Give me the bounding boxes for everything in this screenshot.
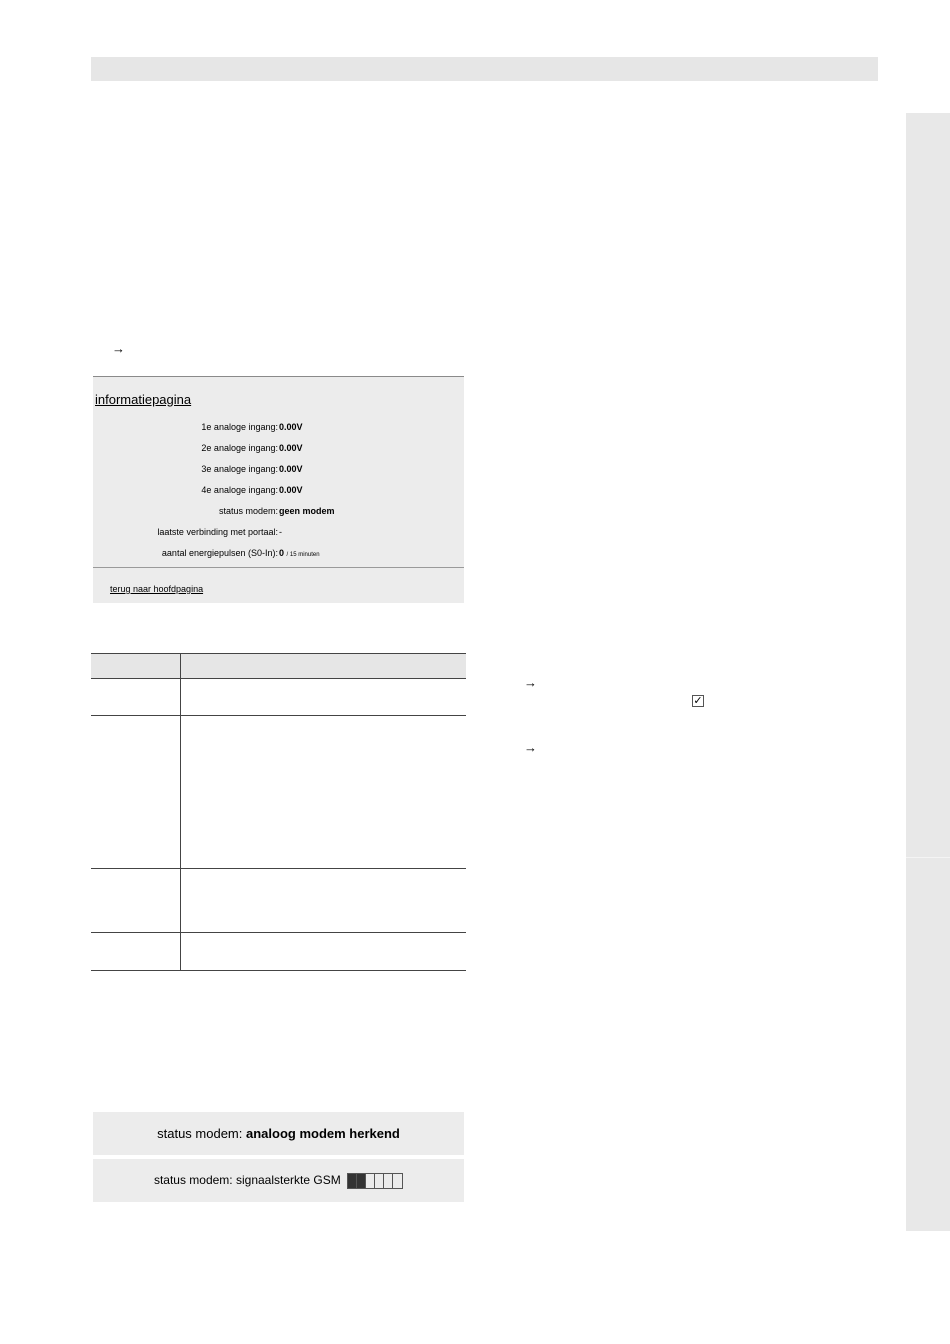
- back-to-home-link[interactable]: terug naar hoofdpagina: [110, 584, 204, 594]
- info-value: 0.00V: [279, 464, 303, 474]
- info-unit: / 15 minuten: [286, 552, 320, 558]
- status-value: analoog modem herkend: [246, 1126, 400, 1141]
- info-value: 0.00V: [279, 422, 303, 432]
- info-value: -: [279, 527, 282, 537]
- info-row-analog-1: [93, 420, 464, 434]
- info-row-analog-3: [93, 462, 464, 476]
- status-label: status modem:: [153, 1173, 233, 1187]
- divider: [93, 376, 464, 377]
- table-header: [91, 653, 466, 679]
- table-row-divider: [91, 932, 466, 933]
- page-title: informatiepagina: [95, 392, 192, 407]
- info-row-analog-2: [93, 441, 464, 455]
- status-modem-gsm-panel: [93, 1159, 464, 1202]
- table-row-divider: [91, 970, 466, 971]
- arrow-right-icon: →: [524, 740, 537, 755]
- table-row-divider: [91, 868, 466, 869]
- info-label: 3e analoge ingang:: [201, 464, 278, 474]
- signal-strength-icon: [347, 1173, 403, 1189]
- checkbox-checked-icon: ✓: [693, 695, 703, 707]
- info-label: 2e analoge ingang:: [201, 443, 278, 453]
- side-tab-divider: [906, 857, 950, 858]
- table-row-divider: [91, 715, 466, 716]
- info-value-group: [279, 546, 320, 562]
- info-value: geen modem: [279, 506, 335, 516]
- signal-bar: [384, 1174, 393, 1188]
- status-modem-analog-panel: [93, 1112, 464, 1155]
- info-label: aantal energiepulsen (S0-In):: [161, 548, 278, 558]
- header-bar: [91, 57, 878, 81]
- signal-bar: [366, 1174, 375, 1188]
- status-label: status modem:: [157, 1126, 243, 1141]
- signal-bar: [375, 1174, 384, 1188]
- side-tab: [906, 113, 950, 1231]
- table-row-divider: [91, 678, 466, 679]
- signal-bar: [357, 1174, 366, 1188]
- info-value: 0.00V: [279, 485, 303, 495]
- signal-bar: [348, 1174, 357, 1188]
- arrow-right-icon: →: [524, 675, 537, 690]
- arrow-right-icon: →: [112, 341, 125, 356]
- info-row-analog-4: [93, 483, 464, 497]
- info-label: 1e analoge ingang:: [201, 422, 278, 432]
- info-value: 0: [279, 548, 285, 558]
- info-table: [91, 653, 466, 971]
- info-label: laatste verbinding met portaal:: [157, 527, 278, 537]
- table-column-divider: [180, 653, 181, 971]
- signal-bar: [393, 1174, 402, 1188]
- divider: [93, 567, 464, 568]
- status-value: signaalsterkte GSM: [235, 1173, 341, 1187]
- info-row-last-connection: [93, 525, 464, 539]
- info-value: 0.00V: [279, 443, 303, 453]
- info-row-energy-pulses: [93, 546, 464, 560]
- info-label: status modem:: [218, 506, 278, 516]
- info-row-modem-status: [93, 504, 464, 518]
- info-label: 4e analoge ingang:: [201, 485, 278, 495]
- info-page-panel: [93, 376, 464, 603]
